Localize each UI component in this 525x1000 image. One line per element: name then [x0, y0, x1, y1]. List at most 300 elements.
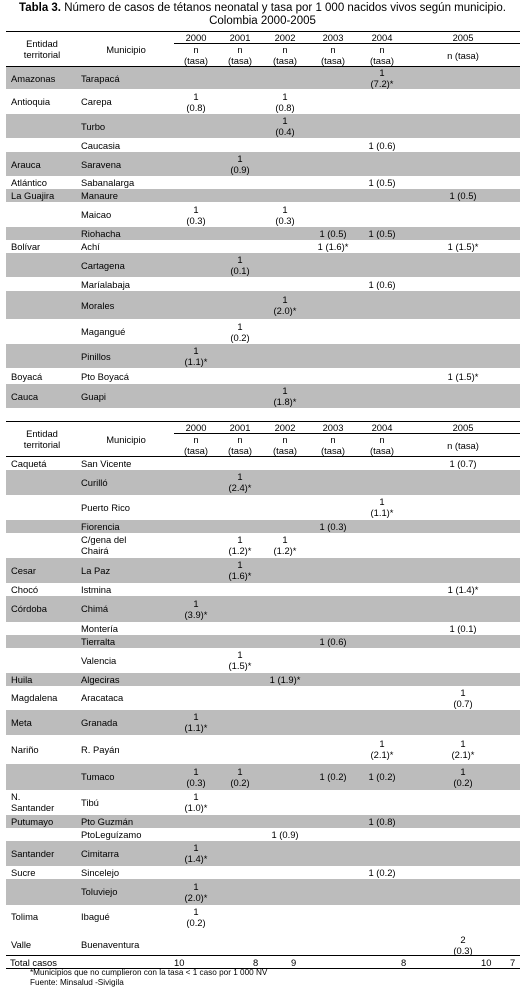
table-row	[6, 189, 520, 202]
value-cell-2003	[308, 67, 358, 90]
table-row	[6, 815, 520, 828]
value-cell-2001: 1 (2.4)*	[218, 470, 262, 495]
table-row	[6, 368, 520, 384]
municipality-cell: Tierralta	[78, 635, 174, 648]
value-cell-2005	[406, 635, 520, 648]
value-cell-2005	[406, 815, 520, 828]
value-cell-2004	[358, 240, 406, 253]
municipality-cell: Saravena	[78, 152, 174, 176]
footnote-source: Fuente: Minsalud -Sivigila	[30, 978, 124, 987]
municipality-cell: Fiorencia	[78, 520, 174, 533]
value-cell-2002: 1 (1.2)*	[273, 534, 297, 556]
table-row	[6, 905, 520, 929]
value-cell-2005: 1 (0.7)	[453, 686, 473, 709]
table-row	[6, 520, 520, 533]
value-cell-2003	[308, 368, 358, 384]
header-year-2000: 2000	[174, 422, 218, 434]
value-cell-2005: 1 (1.4)*	[447, 583, 479, 595]
value-cell-2003	[308, 790, 358, 815]
entity-cell: Tolima	[11, 911, 39, 922]
value-cell-2003	[308, 470, 358, 495]
value-cell-2001	[218, 710, 262, 735]
header-row-years	[6, 32, 520, 44]
value-cell-2003	[308, 622, 358, 635]
value-cell-2002	[262, 879, 308, 905]
entity-cell: Huila	[6, 673, 78, 686]
entity-cell: Amazonas	[6, 67, 78, 90]
header-unit-2003: n (tasa)	[308, 434, 358, 457]
table-row	[6, 764, 520, 790]
header-entity: Entidad territorial	[6, 422, 78, 457]
value-cell-2003	[308, 583, 358, 596]
value-cell-2001	[218, 790, 262, 815]
municipality-cell: Manaure	[78, 189, 174, 202]
value-cell-2004	[358, 841, 406, 866]
entity-cell: Atlántico	[11, 177, 47, 188]
value-cell-2002	[262, 635, 308, 648]
value-cell-2000	[174, 319, 218, 344]
table-row	[6, 384, 520, 408]
value-cell-2000	[174, 152, 218, 176]
value-cell-2005: 2 (0.3)	[453, 933, 473, 956]
value-cell-2002	[262, 710, 308, 735]
municipality-cell: Tarapacá	[78, 67, 174, 90]
value-cell-2001	[218, 384, 262, 408]
entity-cell	[6, 138, 78, 152]
municipality-cell: Pto Boyacá	[81, 370, 129, 382]
value-cell-2002: 1 (0.8)	[275, 90, 295, 113]
value-cell-2004	[358, 622, 406, 635]
value-cell-2002	[262, 470, 308, 495]
value-cell-2004	[358, 879, 406, 905]
table-row	[6, 495, 520, 520]
header-unit-2000: n (tasa)	[174, 44, 218, 67]
value-cell-2004	[358, 189, 406, 202]
value-cell-2002	[262, 866, 308, 879]
value-cell-2002	[262, 189, 308, 202]
entity-cell	[6, 291, 78, 319]
value-cell-2001	[218, 622, 262, 635]
table-row	[6, 277, 520, 291]
value-cell-2000	[174, 735, 218, 764]
value-cell-2003: 1 (0.2)	[308, 764, 358, 790]
value-cell-2000	[174, 368, 218, 384]
value-cell-2002	[262, 138, 308, 152]
entity-cell: La Guajira	[6, 189, 78, 202]
table-number: Tabla 3.	[19, 2, 61, 14]
value-cell-2003	[308, 596, 358, 622]
value-cell-2002	[262, 152, 308, 176]
municipality-cell: San Vicente	[81, 457, 132, 469]
value-cell-2000	[174, 622, 218, 635]
value-cell-2001	[218, 735, 262, 764]
total-2005: 7	[510, 957, 516, 968]
value-cell-2000: 1 (1.0)*	[184, 791, 208, 813]
entity-cell: Chocó	[11, 583, 39, 595]
value-cell-2001	[218, 457, 262, 470]
value-cell-2002	[262, 735, 308, 764]
value-cell-2000	[174, 277, 218, 291]
value-cell-2003	[308, 648, 358, 673]
municipality-cell: Sabanalarga	[81, 177, 135, 188]
value-cell-2001	[218, 673, 262, 686]
value-cell-2001: 1 (1.5)*	[228, 649, 252, 671]
entity-cell	[6, 764, 78, 790]
footnotes	[30, 968, 267, 988]
value-cell-2000: 1 (2.0)*	[174, 879, 218, 905]
value-cell-2000: 1 (1.1)*	[174, 710, 218, 735]
header-year-2004: 2004	[358, 32, 406, 44]
entity-cell	[6, 202, 78, 227]
header-unit-2002: n (tasa)	[262, 434, 308, 457]
value-cell-2004	[358, 291, 406, 319]
value-cell-2005: 1 (1.5)*	[447, 241, 479, 252]
value-cell-2004	[358, 533, 406, 558]
total-2004: 10	[481, 957, 492, 968]
value-cell-2001	[218, 277, 262, 291]
value-cell-2000	[174, 533, 218, 558]
value-cell-2000	[174, 253, 218, 277]
table-row	[6, 710, 520, 735]
value-cell-2002: 1 (1.8)*	[262, 384, 308, 408]
table-row	[6, 841, 520, 866]
header-year-2005: 2005	[406, 32, 520, 44]
value-cell-2004	[358, 673, 406, 686]
value-cell-2000	[174, 470, 218, 495]
header-unit-2004: n (tasa)	[358, 434, 406, 457]
value-cell-2004	[358, 828, 406, 841]
value-cell-2002	[262, 457, 308, 470]
value-cell-2004	[358, 253, 406, 277]
table-row	[6, 673, 520, 686]
value-cell-2003	[308, 841, 358, 866]
value-cell-2001	[218, 89, 262, 114]
value-cell-2003	[308, 710, 358, 735]
entity-cell	[6, 648, 78, 673]
value-cell-2003	[308, 866, 358, 879]
value-cell-2000: 1 (1.4)*	[174, 841, 218, 866]
value-cell-2004: 1 (0.6)	[368, 139, 396, 151]
value-cell-2000: 1 (0.2)	[186, 905, 206, 928]
value-cell-2001: 1 (0.2)	[218, 764, 262, 790]
table-row	[6, 470, 520, 495]
value-cell-2002	[262, 368, 308, 384]
value-cell-2004: 1 (7.2)*	[358, 67, 406, 90]
value-cell-2001	[218, 202, 262, 227]
value-cell-2002	[262, 495, 308, 520]
value-cell-2003: 1 (0.3)	[308, 520, 358, 533]
value-cell-2005	[406, 495, 520, 520]
entity-cell: Cesar	[6, 558, 78, 583]
entity-cell: Caquetá	[11, 457, 47, 469]
municipality-cell: Achí	[81, 241, 100, 252]
header-row-years	[6, 422, 520, 434]
entity-cell: Arauca	[6, 152, 78, 176]
value-cell-2004	[358, 152, 406, 176]
value-cell-2005: 1 (2.1)*	[451, 738, 475, 760]
value-cell-2000	[174, 828, 218, 841]
municipality-cell: Guapi	[78, 384, 174, 408]
value-cell-2005	[406, 520, 520, 533]
value-cell-2005	[406, 533, 520, 558]
value-cell-2002	[262, 319, 308, 344]
value-cell-2005	[406, 470, 520, 495]
header-entity: Entidad territorial	[6, 32, 78, 67]
value-cell-2001	[218, 635, 262, 648]
entity-cell	[6, 344, 78, 368]
value-cell-2004: 1 (0.2)	[368, 866, 396, 878]
total-2001: 8	[253, 957, 259, 968]
value-cell-2004	[358, 202, 406, 227]
table-row	[6, 319, 520, 344]
header-municipality: Municipio	[78, 32, 174, 67]
value-cell-2003	[308, 905, 358, 929]
value-cell-2001	[218, 841, 262, 866]
value-cell-2002	[262, 344, 308, 368]
value-cell-2003	[308, 89, 358, 114]
entity-cell: Antioquia	[11, 96, 51, 107]
table-row	[6, 291, 520, 319]
table-row	[6, 253, 520, 277]
value-cell-2005	[406, 905, 520, 929]
value-cell-2003	[308, 828, 358, 841]
municipality-cell: Carepa	[81, 96, 112, 107]
municipality-cell: Morales	[78, 291, 174, 319]
value-cell-2001	[218, 114, 262, 138]
table-title	[0, 2, 525, 28]
value-cell-2003: 1 (0.6)	[308, 635, 358, 648]
municipality-cell: Maicao	[81, 209, 112, 220]
value-cell-2001: 1 (0.9)	[218, 152, 262, 176]
value-cell-2001	[218, 866, 262, 879]
value-cell-2000	[174, 815, 218, 828]
value-cell-2001: 1 (0.2)	[230, 320, 250, 343]
entity-cell	[6, 533, 78, 558]
entity-cell: Córdoba	[6, 596, 78, 622]
value-cell-2005	[406, 596, 520, 622]
header-year-2002: 2002	[262, 422, 308, 434]
table-row	[6, 866, 520, 879]
cases-table-part-2	[6, 421, 520, 961]
municipality-cell: Magangué	[81, 326, 126, 337]
table-row	[6, 240, 520, 253]
value-cell-2003	[308, 202, 358, 227]
value-cell-2001	[218, 686, 262, 710]
municipality-cell: Buenaventura	[81, 939, 140, 950]
entity-cell	[6, 470, 78, 495]
entity-cell: N. Santander	[11, 791, 55, 813]
value-cell-2005	[406, 879, 520, 905]
municipality-cell: Puerto Rico	[81, 501, 130, 513]
value-cell-2004	[358, 457, 406, 470]
value-cell-2005: 1 (0.1)	[449, 622, 477, 634]
value-cell-2000: 1 (3.9)*	[174, 596, 218, 622]
value-cell-2000	[174, 114, 218, 138]
header-year-2005: 2005	[406, 422, 520, 434]
table-row	[6, 648, 520, 673]
value-cell-2004	[358, 520, 406, 533]
value-cell-2002	[262, 277, 308, 291]
value-cell-2004	[358, 905, 406, 929]
value-cell-2002: 1 (1.9)*	[262, 673, 308, 686]
value-cell-2005: 1 (1.5)*	[447, 370, 479, 382]
municipality-cell: Toluviejo	[78, 879, 174, 905]
entity-cell: Bolívar	[11, 241, 41, 252]
value-cell-2004	[358, 635, 406, 648]
value-cell-2005: 1 (0.5)	[406, 189, 520, 202]
value-cell-2003	[308, 189, 358, 202]
table-row	[6, 202, 520, 227]
cases-table-part-1	[6, 31, 520, 408]
municipality-cell: Tibú	[81, 796, 99, 808]
value-cell-2000	[174, 583, 218, 596]
value-cell-2002	[262, 227, 308, 240]
header-year-2001: 2001	[218, 422, 262, 434]
value-cell-2002	[262, 622, 308, 635]
value-cell-2003	[308, 114, 358, 138]
value-cell-2000	[174, 673, 218, 686]
header-year-2001: 2001	[218, 32, 262, 44]
municipality-cell: La Paz	[78, 558, 174, 583]
value-cell-2002	[262, 686, 308, 710]
value-cell-2004	[358, 384, 406, 408]
value-cell-2005	[406, 841, 520, 866]
municipality-cell: Chimá	[78, 596, 174, 622]
table-row	[6, 344, 520, 368]
table-row	[6, 596, 520, 622]
value-cell-2002	[262, 253, 308, 277]
value-cell-2001	[218, 905, 262, 929]
table-row	[6, 735, 520, 764]
value-cell-2004	[358, 648, 406, 673]
value-cell-2001	[218, 495, 262, 520]
value-cell-2002: 1 (0.3)	[275, 203, 295, 226]
value-cell-2001	[218, 583, 262, 596]
value-cell-2005	[406, 291, 520, 319]
value-cell-2005	[406, 227, 520, 240]
table-row	[6, 176, 520, 189]
header-unit-2002: n (tasa)	[262, 44, 308, 67]
header-unit-2005: n (tasa)	[406, 434, 520, 457]
municipality-cell: Tumaco	[78, 764, 174, 790]
value-cell-2000: 1 (0.3)	[174, 764, 218, 790]
value-cell-2001	[218, 596, 262, 622]
entity-cell: Santander	[6, 841, 78, 866]
value-cell-2004	[358, 710, 406, 735]
table-row	[6, 790, 520, 815]
table-row	[6, 457, 520, 470]
municipality-cell: Maríalabaja	[81, 278, 130, 290]
totals-row	[6, 955, 520, 969]
value-cell-2004	[358, 686, 406, 710]
value-cell-2005	[406, 253, 520, 277]
value-cell-2000	[174, 520, 218, 533]
value-cell-2004	[358, 583, 406, 596]
value-cell-2003: 1 (1.6)*	[317, 241, 349, 252]
value-cell-2004	[358, 344, 406, 368]
value-cell-2005	[406, 152, 520, 176]
value-cell-2004: 1 (2.1)*	[370, 738, 394, 760]
municipality-cell: Pinillos	[78, 344, 174, 368]
value-cell-2005	[406, 114, 520, 138]
value-cell-2004: 1 (0.5)	[358, 227, 406, 240]
value-cell-2005	[406, 790, 520, 815]
value-cell-2004	[358, 596, 406, 622]
value-cell-2002	[262, 67, 308, 90]
value-cell-2005	[406, 344, 520, 368]
entity-cell: Sucre	[11, 866, 36, 878]
value-cell-2001	[218, 176, 262, 189]
value-cell-2001	[218, 815, 262, 828]
value-cell-2002: 1 (0.9)	[271, 828, 299, 840]
table-row	[6, 558, 520, 583]
value-cell-2005	[406, 710, 520, 735]
value-cell-2003	[308, 495, 358, 520]
entity-cell	[6, 520, 78, 533]
value-cell-2002	[262, 648, 308, 673]
value-cell-2003	[308, 533, 358, 558]
municipality-cell: Caucasia	[81, 139, 121, 151]
value-cell-2000	[174, 866, 218, 879]
value-cell-2005	[406, 828, 520, 841]
entity-cell	[6, 622, 78, 635]
value-cell-2000: 1 (1.1)*	[174, 344, 218, 368]
value-cell-2001	[218, 368, 262, 384]
value-cell-2000	[174, 189, 218, 202]
value-cell-2002	[262, 558, 308, 583]
value-cell-2004	[358, 790, 406, 815]
municipality-cell: Curilló	[78, 470, 174, 495]
value-cell-2005: 1 (0.7)	[449, 457, 477, 469]
value-cell-2001	[218, 189, 262, 202]
value-cell-2001: 1 (1.2)*	[228, 534, 252, 556]
header-unit-2001: n (tasa)	[218, 434, 262, 457]
value-cell-2004: 1 (0.2)	[358, 764, 406, 790]
value-cell-2003	[308, 344, 358, 368]
value-cell-2000	[174, 67, 218, 90]
footnote-asterisk: *Municipios que no cumplieron con la tasa < 1 caso por 1 000 NV	[30, 968, 268, 977]
value-cell-2005	[406, 319, 520, 344]
value-cell-2002	[262, 764, 308, 790]
header-year-2003: 2003	[308, 422, 358, 434]
municipality-cell: C/gena del Chairá	[81, 534, 127, 556]
value-cell-2000: 1 (0.8)	[186, 90, 206, 113]
entity-cell	[6, 635, 78, 648]
value-cell-2002	[262, 176, 308, 189]
entity-cell	[6, 495, 78, 520]
municipality-cell: Granada	[78, 710, 174, 735]
value-cell-2002	[262, 520, 308, 533]
municipality-cell: Riohacha	[78, 227, 174, 240]
header-unit-2005: n (tasa)	[406, 44, 520, 67]
value-cell-2004	[358, 470, 406, 495]
entity-cell	[6, 319, 78, 344]
value-cell-2000	[174, 558, 218, 583]
entity-cell: Magdalena	[11, 692, 58, 703]
header-year-2000: 2000	[174, 32, 218, 44]
value-cell-2000	[174, 495, 218, 520]
value-cell-2001	[218, 520, 262, 533]
value-cell-2002	[262, 905, 308, 929]
entity-cell: Cauca	[6, 384, 78, 408]
value-cell-2002	[262, 790, 308, 815]
table-row	[6, 89, 520, 114]
entity-cell	[6, 828, 78, 841]
value-cell-2005	[406, 384, 520, 408]
value-cell-2000: 1 (0.3)	[186, 203, 206, 226]
municipality-cell: Cartagena	[78, 253, 174, 277]
value-cell-2003	[308, 735, 358, 764]
